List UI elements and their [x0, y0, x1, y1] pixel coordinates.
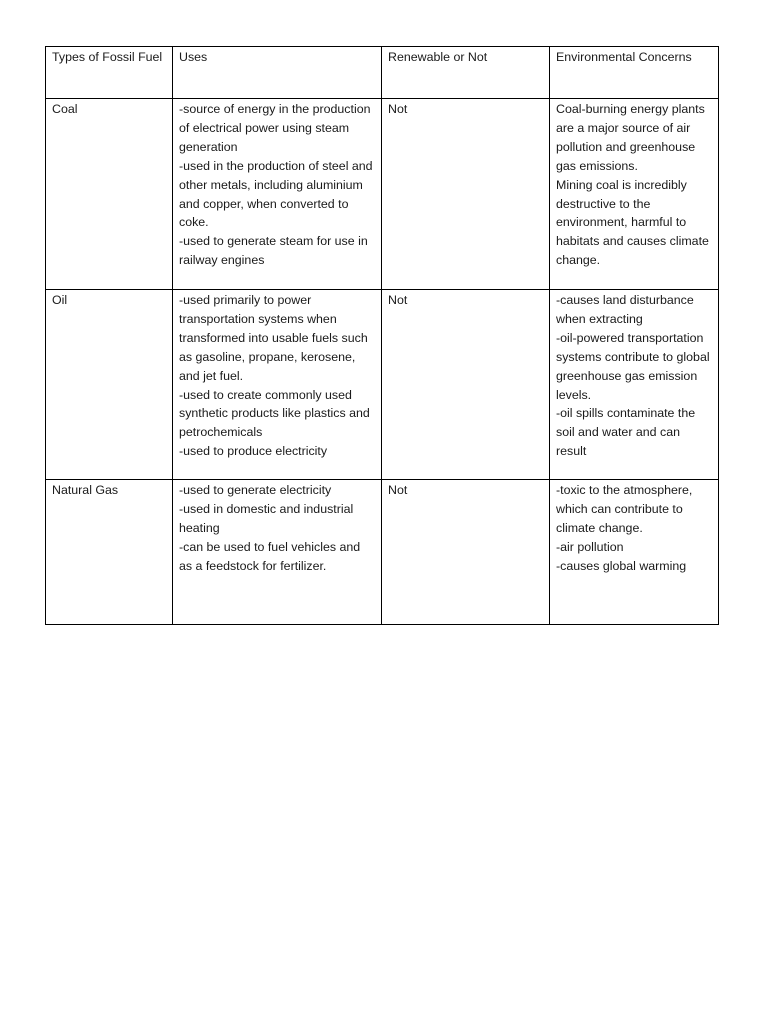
renewable-cell: Not [382, 99, 550, 290]
uses-cell [173, 290, 382, 480]
concern-item: -causes global warming [556, 558, 687, 573]
header-renewable: Renewable or Not [382, 47, 550, 99]
concern-item: -air pollution [556, 539, 624, 554]
fuel-name-cell: Oil [46, 290, 173, 480]
uses-item: -used to produce electricity [179, 444, 328, 459]
fuel-name-cell: Natural Gas [46, 480, 173, 625]
uses-cell [173, 99, 382, 290]
uses-item: -used primarily to power transportation systems when transformed into usable fuels such as gasoline, propane, kerosene, and jet fuel. [179, 293, 368, 383]
concerns-cell [550, 480, 719, 625]
concern-item: -toxic to the atmosphere, which can contribute to climate change. [556, 483, 693, 535]
fossil-fuel-table [45, 46, 719, 625]
fuel-name-cell: Coal [46, 99, 173, 290]
concern-item: -causes land disturbance when extracting [556, 293, 694, 326]
concerns-cell [550, 99, 719, 290]
uses-item: -used in domestic and industrial heating [179, 501, 354, 535]
table-row-coal [46, 99, 719, 290]
header-environmental-concerns: Environmental Concerns [550, 47, 719, 99]
table-row-natural-gas [46, 480, 719, 625]
uses-item: -used in the production of steel and other metals, including aluminium and copper, when converted to coke. [179, 158, 373, 230]
concern-item: -oil-powered transportation systems contribute to global greenhouse gas emission levels. [556, 330, 710, 402]
uses-item: -used to create commonly used synthetic products like plastics and petrochemicals [179, 387, 370, 440]
header-uses: Uses [173, 47, 382, 99]
uses-item: -can be used to fuel vehicles and as a feedstock for fertilizer. [179, 539, 361, 573]
concerns-cell [550, 290, 719, 480]
renewable-cell: Not [382, 480, 550, 625]
uses-item: -used to generate steam for use in railway engines [179, 234, 368, 268]
table-row-oil [46, 290, 719, 480]
concern-item: Mining coal is incredibly destructive to the environment, harmful to habitats and causes climate change. [556, 177, 709, 268]
uses-cell [173, 480, 382, 625]
uses-item: -used to generate electricity [179, 483, 332, 497]
concern-item: -oil spills contaminate the soil and water and can result [556, 406, 696, 459]
table-header-row [46, 47, 719, 99]
uses-item: -source of energy in the production of electrical power using steam generation [179, 102, 371, 154]
header-fuel-type: Types of Fossil Fuel [46, 47, 173, 99]
concern-item: Coal-burning energy plants are a major source of air pollution and greenhouse gas emissions. [556, 102, 705, 173]
renewable-cell: Not [382, 290, 550, 480]
